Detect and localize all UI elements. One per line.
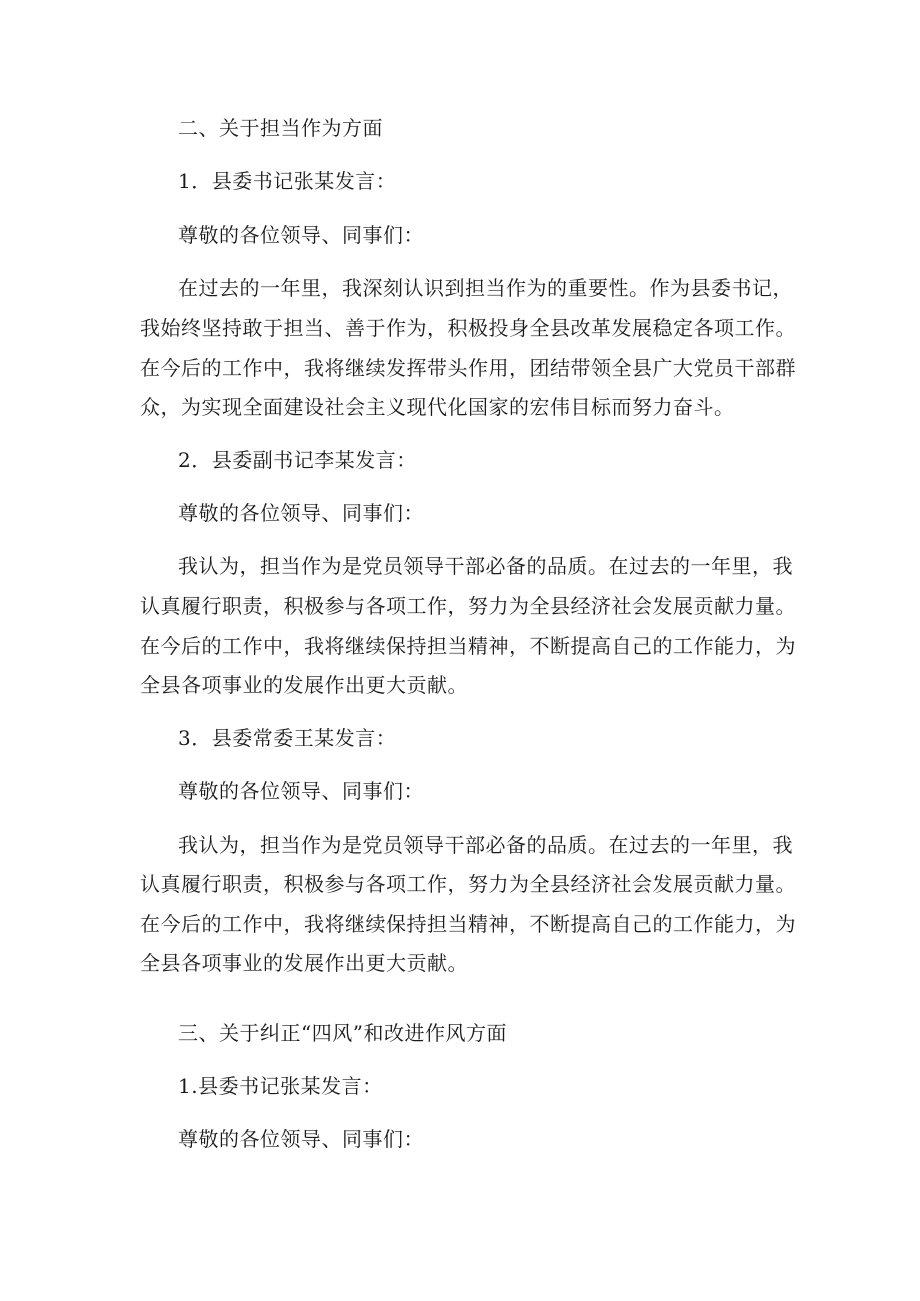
greeting: 尊敬的各位领导、同事们： bbox=[178, 779, 424, 803]
paragraph-line: 在过去的一年里，我深刻认识到担当作为的重要性。作为县委书记， bbox=[178, 276, 793, 300]
paragraph-line: 我认为，担当作为是党员领导干部必备的品质。在过去的一年里，我 bbox=[178, 833, 793, 857]
paragraph-line: 在今后的工作中，我将继续保持担当精神，不断提高自己的工作能力，为 bbox=[140, 912, 796, 936]
greeting: 尊敬的各位领导、同事们： bbox=[178, 501, 424, 525]
paragraph-line: 在今后的工作中，我将继续保持担当精神，不断提高自己的工作能力，为 bbox=[140, 634, 796, 658]
item-title: 1.县委书记张某发言： bbox=[178, 1074, 383, 1098]
paragraph-line: 我始终坚持敢于担当、善于作为，积极投身全县改革发展稳定各项工作。 bbox=[140, 316, 796, 340]
greeting: 尊敬的各位领导、同事们： bbox=[178, 1127, 424, 1151]
paragraph-line: 在今后的工作中，我将继续发挥带头作用，团结带领全县广大党员干部群 bbox=[140, 356, 796, 380]
item-title: 2．县委副书记李某发言： bbox=[178, 448, 417, 472]
paragraph-line: 认真履行职责，积极参与各项工作，努力为全县经济社会发展贡献力量。 bbox=[140, 872, 796, 896]
paragraph-line: 众，为实现全面建设社会主义现代化国家的宏伟目标而努力奋斗。 bbox=[140, 395, 735, 419]
paragraph-line: 全县各项事业的发展作出更大贡献。 bbox=[140, 951, 468, 975]
section-heading: 三、关于纠正“四风”和改进作风方面 bbox=[178, 1021, 507, 1045]
paragraph-line: 我认为，担当作为是党员领导干部必备的品质。在过去的一年里，我 bbox=[178, 554, 793, 578]
greeting: 尊敬的各位领导、同事们： bbox=[178, 223, 424, 247]
item-title: 3．县委常委王某发言： bbox=[178, 726, 397, 750]
paragraph-line: 全县各项事业的发展作出更大贡献。 bbox=[140, 673, 468, 697]
section-heading: 二、关于担当作为方面 bbox=[178, 116, 383, 140]
paragraph-line: 认真履行职责，积极参与各项工作，努力为全县经济社会发展贡献力量。 bbox=[140, 594, 796, 618]
item-title: 1．县委书记张某发言： bbox=[178, 169, 397, 193]
